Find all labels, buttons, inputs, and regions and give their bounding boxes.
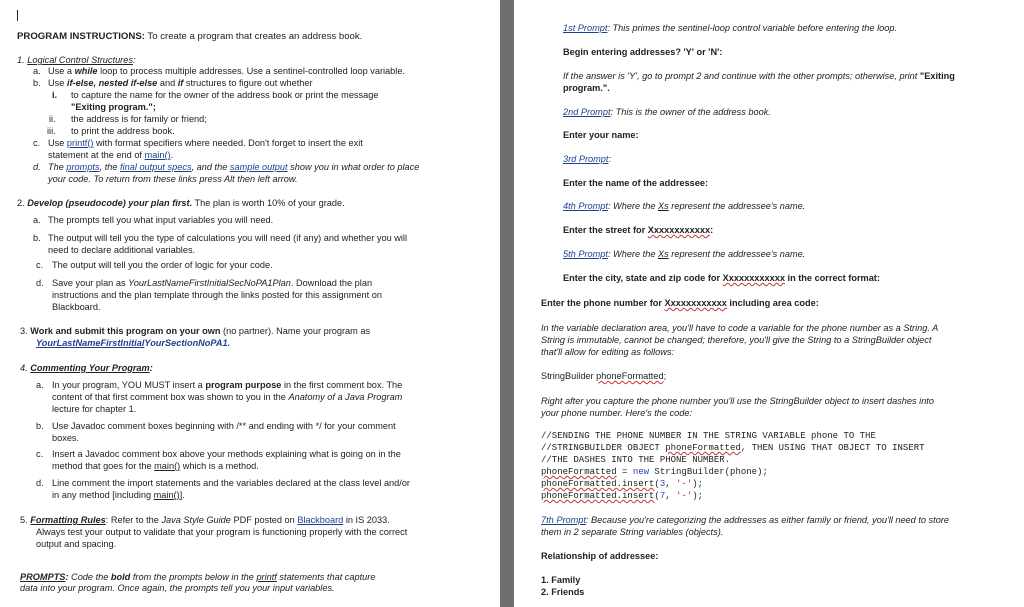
section-1d-text: The prompts, the final output specs, and the sample output show you in what order to place xyxy=(48,162,420,172)
final-output-specs-link[interactable]: final output specs xyxy=(120,162,192,172)
prompt-1-instruction: If the answer is 'Y', go to prompt 2 and continue with the other prompts; otherwise, print "Exiting xyxy=(563,71,955,81)
prompt-3-text: Enter the name of the addressee: xyxy=(563,178,708,188)
main-link[interactable]: main() xyxy=(144,150,171,160)
prompt-5-text: Enter the city, state and zip code for Xxxxxxxxxxxx in the correct format: xyxy=(563,273,880,283)
section-2b-text: The output will tell you the type of calculations you will need (if any) and whether you will xyxy=(48,233,408,243)
section-3-heading: 3. Work and submit this program on your own (no partner). Name your program as xyxy=(20,326,371,336)
insert-note-2: your phone number. Here's the code: xyxy=(541,408,693,418)
section-4a-text: In your program, YOU MUST insert a program purpose in the first comment box. The xyxy=(52,380,403,390)
section-2d-text: Save your plan as YourLastNameFirstInitialSecNoPA1Plan. Download the plan xyxy=(52,278,373,288)
code-line-5: phoneFormatted.insert(3, '-'); xyxy=(541,479,704,489)
section-1biii-text: to print the address book. xyxy=(71,126,175,136)
section-4d-label: d. xyxy=(36,478,44,488)
prompt-1-instruction-2: program.". xyxy=(563,83,610,93)
right-page xyxy=(514,0,1024,607)
prompt-7-link[interactable]: 7th Prompt xyxy=(541,515,586,525)
prompt-1-note: 1st Prompt: This primes the sentinel-loop control variable before entering the loop. xyxy=(563,23,897,33)
section-4c-label: c. xyxy=(36,449,44,459)
section-4-heading: 4. Commenting Your Program: xyxy=(20,363,153,373)
prompt-5-link[interactable]: 5th Prompt xyxy=(563,249,608,259)
prompt-7-text: Relationship of addressee: xyxy=(541,551,659,561)
section-1b-label: b. xyxy=(33,78,41,88)
option-family: 1. Family xyxy=(541,575,581,585)
section-4c-text: Insert a Javadoc comment box above your methods explaining what is going on in the xyxy=(52,449,401,459)
prompt-7-note-2: them in 2 separate String variables (objects). xyxy=(541,527,724,537)
instructions-heading: PROGRAM INSTRUCTIONS: To create a program that creates an address book. xyxy=(17,31,363,42)
code-line-1: //SENDING THE PHONE NUMBER IN THE STRING VARIABLE phone TO THE xyxy=(541,431,876,441)
section-5-text-2: Always test your output to validate that your program is functioning properly with the correct xyxy=(36,527,408,537)
insert-note: Right after you capture the phone number you'll use the StringBuilder object to insert dashes into xyxy=(541,396,934,406)
section-1bii-text: the address is for family or friend; xyxy=(71,114,207,124)
section-4b-text-2: boxes. xyxy=(52,433,80,443)
prompt-2-link[interactable]: 2nd Prompt xyxy=(563,107,611,117)
section-2b-text-2: need to declare additional variables. xyxy=(48,245,196,255)
section-4c-text-2: method that goes for the main() which is a method. xyxy=(52,461,259,471)
prompt-1-link[interactable]: 1st Prompt xyxy=(563,23,608,33)
section-1biii-label: iii. xyxy=(47,126,56,136)
section-4d-text: Line comment the import statements and the variables declared at the class level and/or xyxy=(52,478,410,488)
section-2d-text-3: Blackboard. xyxy=(52,302,101,312)
prompt-6-note-3: that'll allow for editing as follows: xyxy=(541,347,674,357)
option-friends: 2. Friends xyxy=(541,587,585,597)
section-1c-text-2: statement at the end of main(). xyxy=(48,150,174,160)
section-1c-label: c. xyxy=(33,138,41,148)
section-1d-text-2: your code. To return from these links press Alt then left arrow. xyxy=(48,174,298,184)
section-4d-text-2: in any method [including main()]. xyxy=(52,490,185,500)
section-1bii-label: ii. xyxy=(49,114,56,124)
section-2d-label: d. xyxy=(36,278,44,288)
prompt-4-link[interactable]: 4th Prompt xyxy=(563,201,608,211)
prompts-text-2: data into your program. Once again, the prompts tell you your input variables. xyxy=(20,583,335,593)
prompt-7-note: 7th Prompt: Because you're categorizing the addresses as either family or friend, you'll need to store xyxy=(541,515,949,525)
section-3-filename: YourLastNameFirstInitialYourSectionNoPA1. xyxy=(36,338,231,348)
sample-output-link[interactable]: sample output xyxy=(229,162,288,172)
section-4a-text-2: content of that first comment box was shown to you in the Anatomy of a Java Program xyxy=(52,392,403,402)
prompt-6-note-2: String is immutable, cannot be changed; therefore, you'll give the String to a StringBuilder object xyxy=(541,335,932,345)
section-2b-label: b. xyxy=(33,233,41,243)
section-4a-label: a. xyxy=(36,380,44,390)
section-1a-label: a. xyxy=(33,66,41,76)
prompt-3-note: 3rd Prompt: xyxy=(563,154,612,164)
section-2d-text-2: instructions and the plan template through the links posted for this assignment on xyxy=(52,290,382,300)
prompt-6-note: In the variable declaration area, you'll have to code a variable for the phone number as a String. A xyxy=(541,323,939,333)
prompt-4-note: 4th Prompt: Where the Xs represent the addressee's name. xyxy=(563,201,806,211)
section-2-heading: 2. Develop (pseudocode) your plan first. The plan is worth 10% of your grade. xyxy=(17,198,345,208)
code-line-6: phoneFormatted.insert(7, '-'); xyxy=(541,491,704,501)
section-2a-label: a. xyxy=(33,215,41,225)
section-1bi-text: to capture the name for the owner of the address book or print the message xyxy=(71,90,379,100)
prompt-4-text: Enter the street for Xxxxxxxxxxxx: xyxy=(563,225,714,235)
text-cursor xyxy=(17,10,18,21)
section-1bi-text-2: "Exiting program."; xyxy=(71,102,156,112)
section-1c-text: Use printf() with format specifiers where needed. Don't forget to insert the exit xyxy=(48,138,363,148)
section-1a-text: Use a while loop to process multiple addresses. Use a sentinel-controlled loop variable. xyxy=(48,66,405,76)
printf-link[interactable]: printf() xyxy=(66,138,94,148)
section-1d-label: d. xyxy=(33,162,41,172)
prompt-6-text: Enter the phone number for Xxxxxxxxxxxx including area code: xyxy=(541,298,819,308)
section-4a-text-3: lecture for chapter 1. xyxy=(52,404,137,414)
prompt-5-note: 5th Prompt: Where the Xs represent the addressee's name. xyxy=(563,249,806,259)
section-1-heading: 1. Logical Control Structures: xyxy=(17,55,136,65)
left-page xyxy=(0,0,500,607)
section-5-heading: 5. Formatting Rules: Refer to the Java Style Guide PDF posted on Blackboard in IS 2033. xyxy=(20,515,390,525)
section-5-text-3: output and spacing. xyxy=(36,539,117,549)
blackboard-link[interactable]: Blackboard xyxy=(297,515,344,525)
prompt-2-note: 2nd Prompt: This is the owner of the address book. xyxy=(563,107,771,117)
page-divider xyxy=(500,0,514,607)
prompt-1-text: Begin entering addresses? 'Y' or 'N': xyxy=(563,47,723,57)
stringbuilder-declaration: StringBuilder phoneFormatted; xyxy=(541,371,667,381)
prompts-link[interactable]: prompts xyxy=(66,162,100,172)
filename-link[interactable]: YourLastNameFirstInitial xyxy=(36,338,145,348)
section-1b-text: Use if-else, nested if-else and if structures to figure out whether xyxy=(48,78,313,88)
code-line-4: phoneFormatted = new StringBuilder(phone); xyxy=(541,467,768,477)
section-2c-label: c. xyxy=(36,260,44,270)
section-1bi-label: i. xyxy=(52,90,58,100)
section-4b-label: b. xyxy=(36,421,44,431)
section-2a-text: The prompts tell you what input variables you will need. xyxy=(48,215,274,225)
section-4b-text: Use Javadoc comment boxes beginning with /** and ending with */ for your comment xyxy=(52,421,396,431)
code-line-2: //STRINGBUILDER OBJECT phoneFormatted, THEN USING THAT OBJECT TO INSERT xyxy=(541,443,925,453)
prompt-2-text: Enter your name: xyxy=(563,130,639,140)
code-line-3: //THE DASHES INTO THE PHONE NUMBER. xyxy=(541,455,731,465)
prompts-heading: PROMPTS: Code the bold from the prompts below in the printf statements that capture xyxy=(20,572,376,582)
section-2c-text: The output will tell you the order of logic for your code. xyxy=(52,260,273,270)
prompt-3-link[interactable]: 3rd Prompt xyxy=(563,154,609,164)
